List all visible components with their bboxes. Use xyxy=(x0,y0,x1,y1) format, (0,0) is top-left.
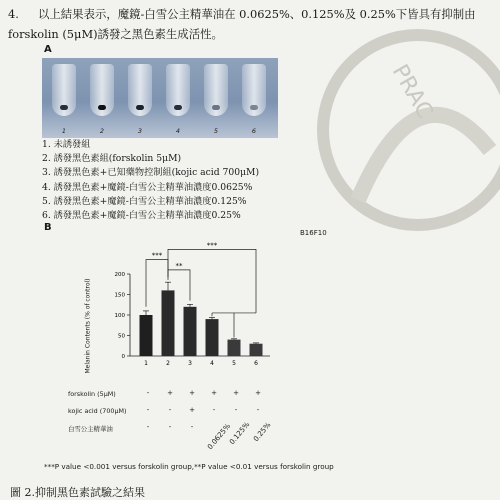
y-axis-label: Melanin Contents (% of control) xyxy=(84,278,92,374)
bar-2 xyxy=(162,290,175,356)
tube-2 xyxy=(90,64,114,116)
bar-4 xyxy=(206,319,219,356)
tube-label-2: 2 xyxy=(99,127,105,135)
row-label-essence-oil: 白雪公主精華油 xyxy=(68,425,113,433)
tube-label-5: 5 xyxy=(213,127,219,135)
concentration-label: 0.125% xyxy=(228,420,252,447)
legend-item: 1. 未誘發組 xyxy=(42,139,91,150)
intro-line-1: 以上結果表示，魔鏡-白雪公主精華油在 0.0625%、0.125%及 0.25%下皆具有抑制由 xyxy=(38,7,476,21)
y-tick-label: 50 xyxy=(118,333,125,340)
row-label-forskolin: forskolin (5μM) xyxy=(68,390,116,398)
x-tick-label: 1 xyxy=(144,360,148,367)
concentration-label: 0.25% xyxy=(252,420,273,444)
tube-4 xyxy=(166,64,190,116)
tube-5 xyxy=(204,64,228,116)
bar-1 xyxy=(140,315,153,356)
y-tick-label: 150 xyxy=(114,292,125,299)
legend-item: 5. 誘發黑色素+魔鏡-白雪公主精華油濃度0.125% xyxy=(42,195,247,207)
cell-kojic-6: - xyxy=(256,406,260,414)
x-tick-label: 6 xyxy=(254,360,258,367)
significance-label: *** xyxy=(206,241,218,250)
cell-forskolin-5: + xyxy=(233,389,239,397)
cell-oil-2: - xyxy=(168,423,172,431)
group-legend xyxy=(42,138,259,223)
melanin-bar-chart xyxy=(85,232,285,382)
y-tick-label: 0 xyxy=(121,354,125,360)
watermark-text: PRAC xyxy=(386,60,438,123)
cell-forskolin-3: + xyxy=(189,389,195,397)
cell-kojic-2: - xyxy=(168,406,172,414)
cell-forskolin-4: + xyxy=(211,389,217,397)
bar-5 xyxy=(228,340,241,356)
section-b-label: B xyxy=(44,222,52,233)
cell-forskolin-1: - xyxy=(146,389,150,397)
x-tick-label: 2 xyxy=(166,360,170,367)
section-a-label: A xyxy=(44,44,52,55)
bar-6 xyxy=(250,344,263,356)
tube-label-1: 1 xyxy=(61,127,67,135)
cell-kojic-5: - xyxy=(234,406,238,414)
cell-kojic-3: + xyxy=(189,406,195,414)
significance-label: *** xyxy=(151,251,163,260)
legend-item: 6. 誘發黑色素+魔鏡-白雪公主精華油濃度0.25% xyxy=(42,210,241,222)
legend-item: 2. 誘發黑色素組(forskolin 5μM) xyxy=(42,153,182,165)
intro-paragraph xyxy=(8,4,498,44)
cell-kojic-1: - xyxy=(146,406,150,414)
cell-oil-1: - xyxy=(146,423,150,431)
tube-1 xyxy=(52,64,76,116)
cell-kojic-4: - xyxy=(212,406,216,414)
intro-line-2: forskolin (5μM)誘發之黑色素生成活性。 xyxy=(8,27,223,41)
tube-label-4: 4 xyxy=(175,127,181,135)
x-tick-label: 5 xyxy=(232,360,236,367)
x-tick-label: 4 xyxy=(210,360,214,367)
cell-forskolin-2: + xyxy=(167,389,173,397)
x-tick-label: 3 xyxy=(188,360,192,367)
figure-caption: 圖 2.抑制黑色素試驗之結果 xyxy=(10,486,145,499)
row-label-kojic: kojic acid (700μM) xyxy=(68,407,127,415)
item-number: 4. xyxy=(8,7,19,21)
cell-forskolin-6: + xyxy=(255,389,261,397)
y-tick-label: 200 xyxy=(114,272,125,278)
bar-3 xyxy=(184,307,197,356)
legend-item: 4. 誘發黑色素+魔鏡-白雪公主精華油濃度0.0625% xyxy=(42,181,253,193)
significance-footnote: ***P value <0.001 versus forskolin group,**P value <0.01 versus forskolin group xyxy=(44,462,334,471)
tube-6 xyxy=(242,64,266,116)
chart-title: B16F10 xyxy=(300,229,327,237)
legend-item: 3. 誘發黑色素+已知藥物控制組(kojic acid 700μM) xyxy=(42,167,260,179)
tube-label-3: 3 xyxy=(137,127,143,135)
tube-label-6: 6 xyxy=(251,127,257,135)
significance-bracket xyxy=(168,249,256,313)
cell-oil-3: - xyxy=(190,423,194,431)
y-tick-label: 100 xyxy=(114,313,125,319)
significance-label: ** xyxy=(175,261,183,270)
tube-3 xyxy=(128,64,152,116)
concentration-label: 0.0625% xyxy=(206,422,233,452)
tube-photo xyxy=(42,58,278,138)
